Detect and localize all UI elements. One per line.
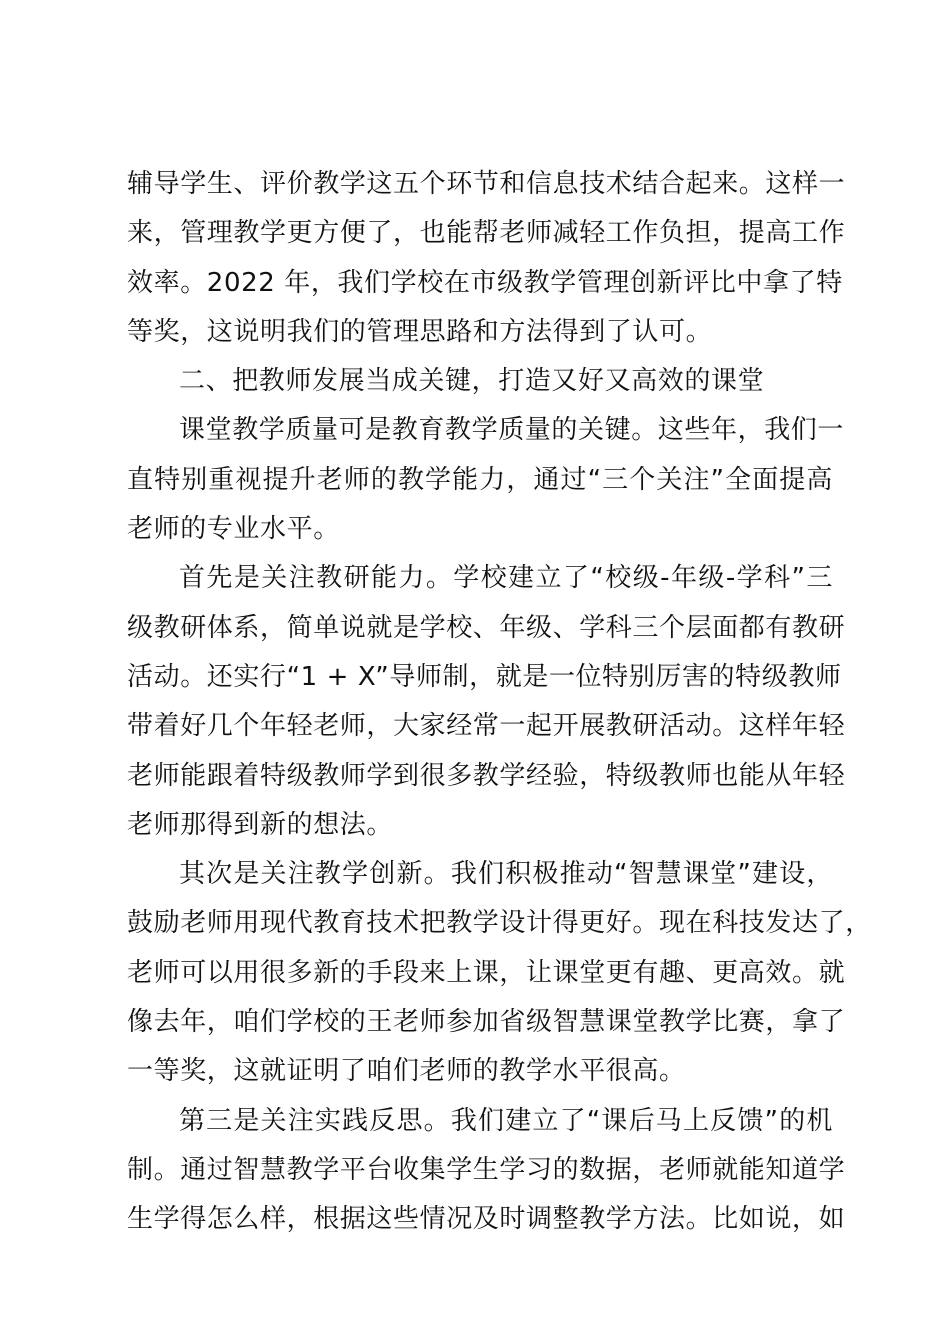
text-line: 辅导学生、评价教学这五个环节和信息技术结合起来。这样一 <box>127 169 846 199</box>
text-line: 二、把教师发展当成关键，打造又好又高效的课堂 <box>179 366 765 397</box>
text-line: 第三是关注实践反思。我们建立了“课后马上反馈”的机 <box>179 1105 833 1136</box>
text-line: 老师的专业水平。 <box>127 514 340 545</box>
text-line: 老师那得到新的想法。 <box>127 809 394 840</box>
text-line: 生学得怎么样，根据这些情况及时调整教学方法。比如说，如 <box>127 1204 846 1235</box>
text-line: 首先是关注教研能力。学校建立了“校级-年级-学科”三 <box>179 563 833 594</box>
text-line: 来，管理教学更方便了，也能帮老师减轻工作负担，提高工作 <box>127 218 846 249</box>
text-line: 老师可以用很多新的手段来上课，让课堂更有趣、更高效。就 <box>127 957 846 988</box>
text-line: 课堂教学质量可是教育教学质量的关键。这些年，我们一 <box>179 415 845 446</box>
text-line: 鼓励老师用现代教育技术把教学设计得更好。现在科技发达了， <box>127 908 872 939</box>
text-line: 级教研体系，简单说就是学校、年级、学科三个层面都有教研 <box>127 612 846 643</box>
text-line: 效率。2022 年，我们学校在市级教学管理创新评比中拿了特 <box>127 267 843 298</box>
text-line: 活动。还实行“1 + X”导师制，就是一位特别厉害的特级教师 <box>127 661 842 692</box>
body-text <box>127 160 872 1245</box>
text-line: 其次是关注教学创新。我们积极推动“智慧课堂”建设， <box>179 859 833 890</box>
text-line: 老师能跟着特级教师学到很多教学经验，特级教师也能从年轻 <box>127 760 846 791</box>
text-line: 像去年，咱们学校的王老师参加省级智慧课堂教学比赛，拿了 <box>127 1007 846 1038</box>
text-line: 带着好几个年轻老师，大家经常一起开展教研活动。这样年轻 <box>127 711 846 742</box>
text-line: 直特别重视提升老师的教学能力，通过“三个关注”全面提高 <box>127 464 833 495</box>
text-line: 等奖，这说明我们的管理思路和方法得到了认可。 <box>127 316 713 347</box>
text-line: 一等奖，这就证明了咱们老师的教学水平很高。 <box>127 1056 686 1087</box>
text-line: 制。通过智慧教学平台收集学生学习的数据，老师就能知道学 <box>127 1154 846 1185</box>
